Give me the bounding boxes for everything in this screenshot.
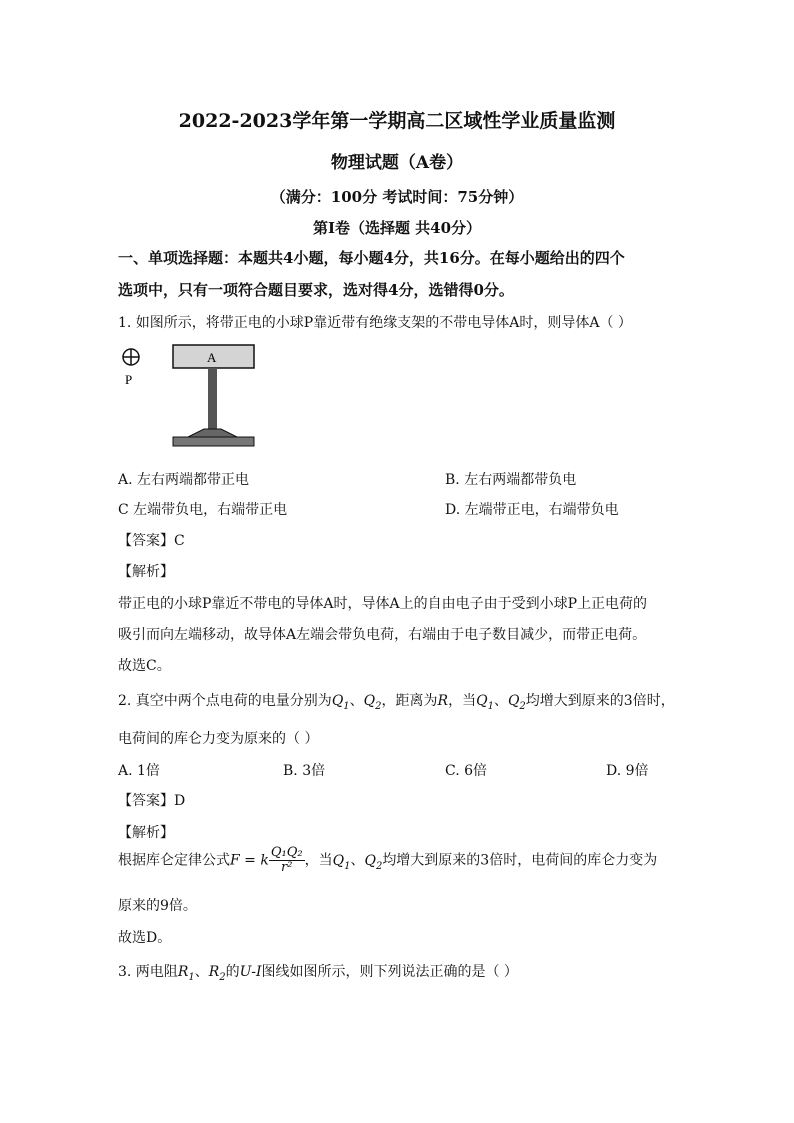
r2-symbol: $R_2$ [208, 964, 226, 983]
exam-title: 2022-2023学年第一学期高二区域性学业质量监测 [178, 110, 616, 132]
r-symbol: R [437, 693, 449, 709]
q2-conclusion: 故选D。 [118, 930, 172, 946]
exam-info: （满分：100分 考试时间：75分钟） [270, 188, 524, 206]
q1-stem: 1. 如图所示，将带正电的小球P靠近带有绝缘支架的不带电导体A时，则导体A（ ） [118, 315, 632, 331]
ui-label: U-I [239, 964, 262, 980]
q1-answer: 【答案】C [118, 533, 185, 549]
section-intro-line1: 一、单项选择题：本题共4小题，每小题4分，共16分。在每小题给出的四个 [118, 249, 625, 267]
q2-option-b[interactable]: B. 3倍 [283, 763, 326, 779]
q2-analysis-line1: 根据库仑定律公式F = k $\frac{\text{Q₁Q₂}}{\text{r²}}$ ，当$Q_1$、$Q_2$均增大到原来的3倍时，电荷间的库仑力变为 [118, 845, 658, 875]
q1-option-b[interactable]: B. 左右两端都带负电 [445, 472, 577, 488]
part-title: 第Ⅰ卷（选择题 共40分） [312, 219, 482, 237]
q2-stem-line1: 2. 真空中两个点电荷的电量分别为$Q_1$、$Q_2$，距离为R，当$Q_1$、$Q_2$均增大到原来的3倍时， [118, 693, 675, 712]
ball-label: P [125, 372, 133, 387]
formula-k: k [260, 852, 269, 869]
formula-lhs: F [230, 852, 240, 869]
q1-option-c[interactable]: C 左端带负电，右端带正电 [118, 502, 288, 518]
stand-base [173, 437, 254, 446]
q1-analysis-line1: 带正电的小球P靠近不带电的导体A时，导体A上的自由电子由于受到小球P上正电荷的 [118, 596, 648, 612]
q2-option-a[interactable]: A. 1倍 [118, 763, 160, 779]
q2-analysis-label: 【解析】 [118, 825, 174, 841]
q2-option-c[interactable]: C. 6倍 [445, 763, 488, 779]
section-intro-line2: 选项中，只有一项符合题目要求，选对得4分，选错得0分。 [118, 281, 514, 299]
stand-pole [208, 368, 217, 430]
coulomb-fraction: $\frac{\text{Q₁Q₂}}{\text{r²}}$ [270, 845, 303, 875]
q2-stem-line2: 电荷间的库仑力变为原来的（ ） [118, 731, 319, 747]
q2-answer: 【答案】D [118, 793, 186, 809]
q2-analysis-line2: 原来的9倍。 [118, 898, 197, 914]
positive-ball-icon [123, 349, 139, 365]
q1-symbol: $Q_1$ [331, 693, 350, 712]
q1-conclusion: 故选C。 [118, 658, 171, 674]
exam-subtitle: 物理试题（A卷） [330, 153, 464, 173]
q1-option-a[interactable]: A. 左右两端都带正电 [118, 472, 250, 488]
r1-symbol: $R_1$ [177, 964, 195, 983]
stand-base-top [188, 429, 237, 437]
q3-stem: 3. 两电阻$R_1$、$R_2$的U-I图线如图所示，则下列说法正确的是（ ） [118, 964, 518, 983]
q1-option-d[interactable]: D. 左端带正电，右端带负电 [445, 502, 619, 518]
q2-option-d[interactable]: D. 9倍 [606, 763, 649, 779]
plate-label: A [207, 350, 217, 365]
q2-symbol: $Q_2$ [363, 693, 382, 712]
q1-analysis-label: 【解析】 [118, 564, 174, 580]
q1-analysis-line2: 吸引而向左端移动，故导体A左端会带负电荷，右端由于电子数目减少，而带正电荷。 [118, 627, 647, 643]
q1-figure [116, 340, 266, 452]
